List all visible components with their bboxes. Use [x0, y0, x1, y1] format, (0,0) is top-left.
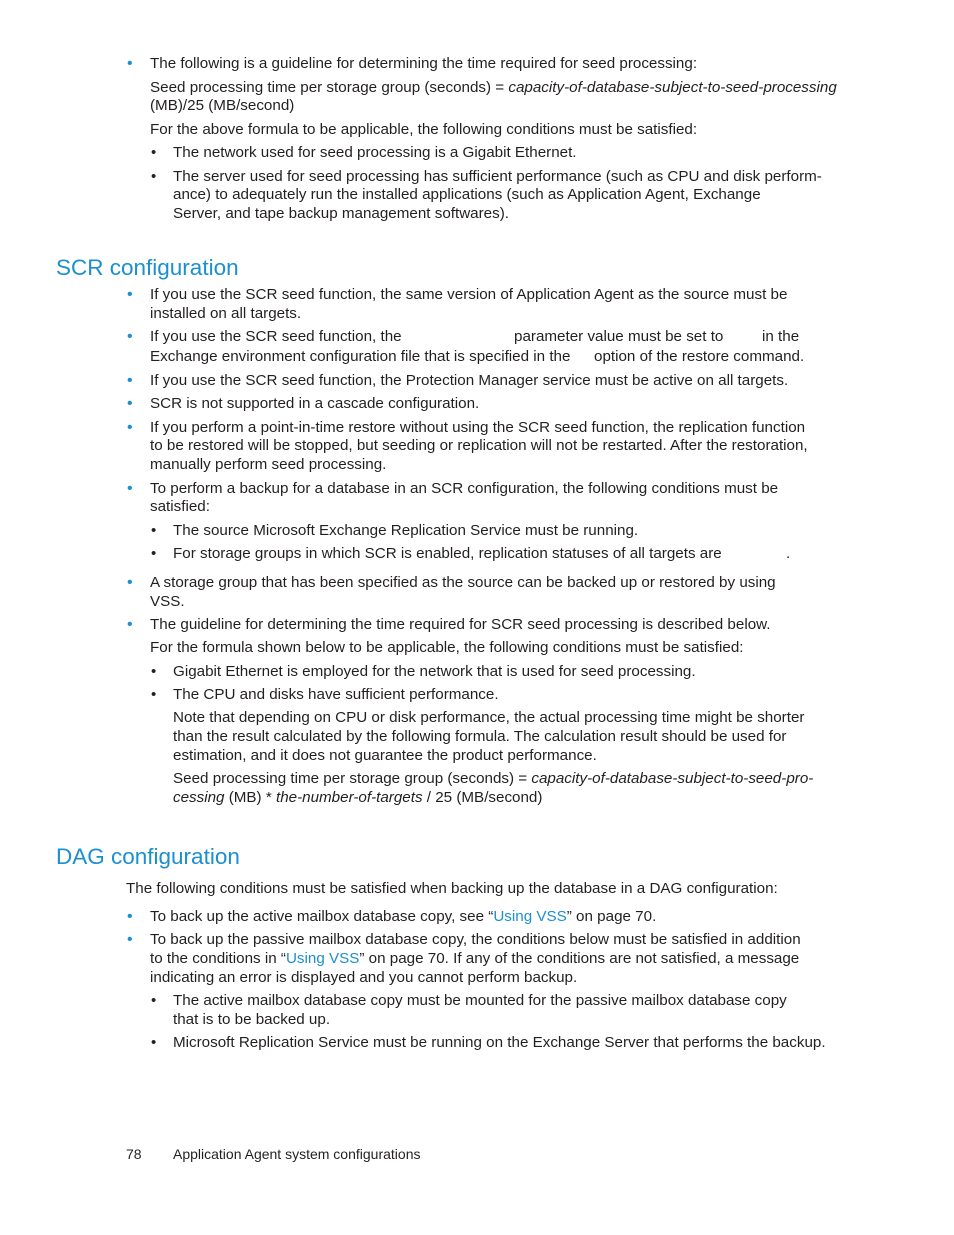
- formula-line: [173, 769, 813, 788]
- sub-bullet-marker: •: [151, 663, 157, 680]
- note-line: estimation, and it does not guarantee the product performance.: [173, 747, 597, 764]
- list-item-line: satisfied:: [150, 498, 210, 515]
- list-item-line: Server, and tape backup management softwares).: [173, 205, 510, 222]
- text-fragment: ” on page 70. If any of the conditions are not satisfied, a message: [359, 950, 800, 967]
- sub-bullet-marker: •: [151, 686, 157, 703]
- paragraph: The following is a guideline for determining the time required for seed processing:: [150, 55, 698, 72]
- formula-line-2: [173, 788, 542, 807]
- list-item-fragment: .: [786, 545, 791, 562]
- formula-variable: capacity-of-database-subject-to-seed-pro-: [531, 770, 814, 787]
- list-item: The guideline for determining the time required for SCR seed processing is described below.: [150, 616, 771, 633]
- section-heading-dag: DAG configuration: [56, 844, 240, 869]
- list-item-line: If you use the SCR seed function, the same version of Application Agent as the source must be: [150, 286, 788, 303]
- bullet-marker: •: [127, 55, 133, 72]
- list-item: If you use the SCR seed function, the Protection Manager service must be active on all targets.: [150, 372, 789, 389]
- list-item-line: The active mailbox database copy must be mounted for the passive mailbox database copy: [173, 992, 787, 1009]
- list-item: The network used for seed processing is a Gigabit Ethernet.: [173, 144, 577, 161]
- note-line: Note that depending on CPU or disk performance, the actual processing time might be shorter: [173, 709, 805, 726]
- sub-bullet-marker: •: [151, 1034, 157, 1051]
- list-item: Microsoft Replication Service must be running on the Exchange Server that performs the backup.: [173, 1034, 826, 1051]
- sub-bullet-marker: •: [151, 522, 157, 539]
- bullet-marker: •: [127, 328, 133, 345]
- sub-bullet-marker: •: [151, 144, 157, 161]
- list-item-fragment: Exchange environment configuration file that is specified in the: [150, 348, 571, 365]
- formula-variable: capacity-of-database-subject-to-seed-processing: [508, 79, 837, 96]
- paragraph: For the above formula to be applicable, the following conditions must be satisfied:: [150, 121, 698, 138]
- list-item-line: To back up the passive mailbox database copy, the conditions below must be satisfied in addition: [150, 931, 801, 948]
- bullet-marker: •: [127, 908, 133, 925]
- list-item: The source Microsoft Exchange Replication Service must be running.: [173, 522, 639, 539]
- list-item-line: VSS.: [150, 593, 185, 610]
- sub-bullet-marker: •: [151, 992, 157, 1009]
- list-item-line: ance) to adequately run the installed applications (such as Application Agent, Exchange: [173, 186, 761, 203]
- using-vss-link[interactable]: Using VSS: [493, 908, 567, 925]
- list-item: Gigabit Ethernet is employed for the network that is used for seed processing.: [173, 663, 696, 680]
- list-item-line: indicating an error is displayed and you cannot perform backup.: [150, 969, 578, 986]
- note-line: than the result calculated by the following formula. The calculation result should be used for: [173, 728, 787, 745]
- sub-bullet-marker: •: [151, 168, 157, 185]
- formula-line-2: (MB)/25 (MB/second): [150, 97, 295, 114]
- bullet-marker: •: [127, 574, 133, 591]
- formula-text: / 25 (MB/second): [422, 789, 543, 806]
- formula-variable: cessing: [173, 789, 225, 806]
- list-item: SCR is not supported in a cascade configuration.: [150, 395, 480, 412]
- list-item-line: A storage group that has been specified as the source can be backed up or restored by using: [150, 574, 776, 591]
- list-item-line: installed on all targets.: [150, 305, 302, 322]
- bullet-marker: •: [127, 616, 133, 633]
- sub-bullet-marker: •: [151, 545, 157, 562]
- using-vss-link[interactable]: Using VSS: [285, 950, 360, 967]
- list-item-fragment: If you use the SCR seed function, the: [150, 328, 402, 345]
- bullet-marker: •: [127, 931, 133, 948]
- list-item-line: The server used for seed processing has sufficient performance (such as CPU and disk perform-: [173, 168, 822, 185]
- footer-title: Application Agent system configurations: [173, 1146, 421, 1162]
- bullet-marker: •: [127, 419, 133, 436]
- bullet-marker: •: [127, 372, 133, 389]
- formula-text: Seed processing time per storage group (seconds) =: [173, 770, 532, 787]
- list-item: [150, 907, 656, 926]
- list-item-fragment: option of the restore command.: [594, 348, 805, 365]
- list-item-line: If you perform a point-in-time restore without using the SCR seed function, the replication function: [150, 419, 806, 436]
- list-item-fragment: in the: [762, 328, 800, 345]
- text-fragment: to the conditions in “: [150, 950, 286, 967]
- section-heading-scr: SCR configuration: [56, 255, 239, 280]
- text-fragment: To back up the active mailbox database copy, see “: [150, 908, 494, 925]
- list-item-fragment: parameter value must be set to: [514, 328, 724, 345]
- list-item-line: To perform a backup for a database in an SCR configuration, the following conditions must be: [150, 480, 779, 497]
- formula-text: (MB) *: [224, 789, 276, 806]
- page-number: 78: [126, 1146, 142, 1162]
- bullet-marker: •: [127, 395, 133, 412]
- formula-variable: the-number-of-targets: [275, 789, 423, 806]
- list-item-line: that is to be backed up.: [173, 1011, 331, 1028]
- list-item: The CPU and disks have sufficient performance.: [173, 686, 499, 703]
- formula-text: Seed processing time per storage group (seconds) =: [150, 79, 509, 96]
- paragraph: For the formula shown below to be applicable, the following conditions must be satisfied:: [150, 639, 744, 656]
- text-fragment: ” on page 70.: [566, 908, 657, 925]
- formula-line: [150, 78, 837, 97]
- list-item-line: to be restored will be stopped, but seeding or replication will not be restarted. After the restoration,: [150, 437, 808, 454]
- list-item: For storage groups in which SCR is enabled, replication statuses of all targets are: [173, 545, 722, 562]
- bullet-marker: •: [127, 286, 133, 303]
- paragraph: The following conditions must be satisfied when backing up the database in a DAG configuration:: [126, 880, 778, 897]
- list-item-line: [150, 949, 799, 968]
- list-item-line: manually perform seed processing.: [150, 456, 387, 473]
- bullet-marker: •: [127, 480, 133, 497]
